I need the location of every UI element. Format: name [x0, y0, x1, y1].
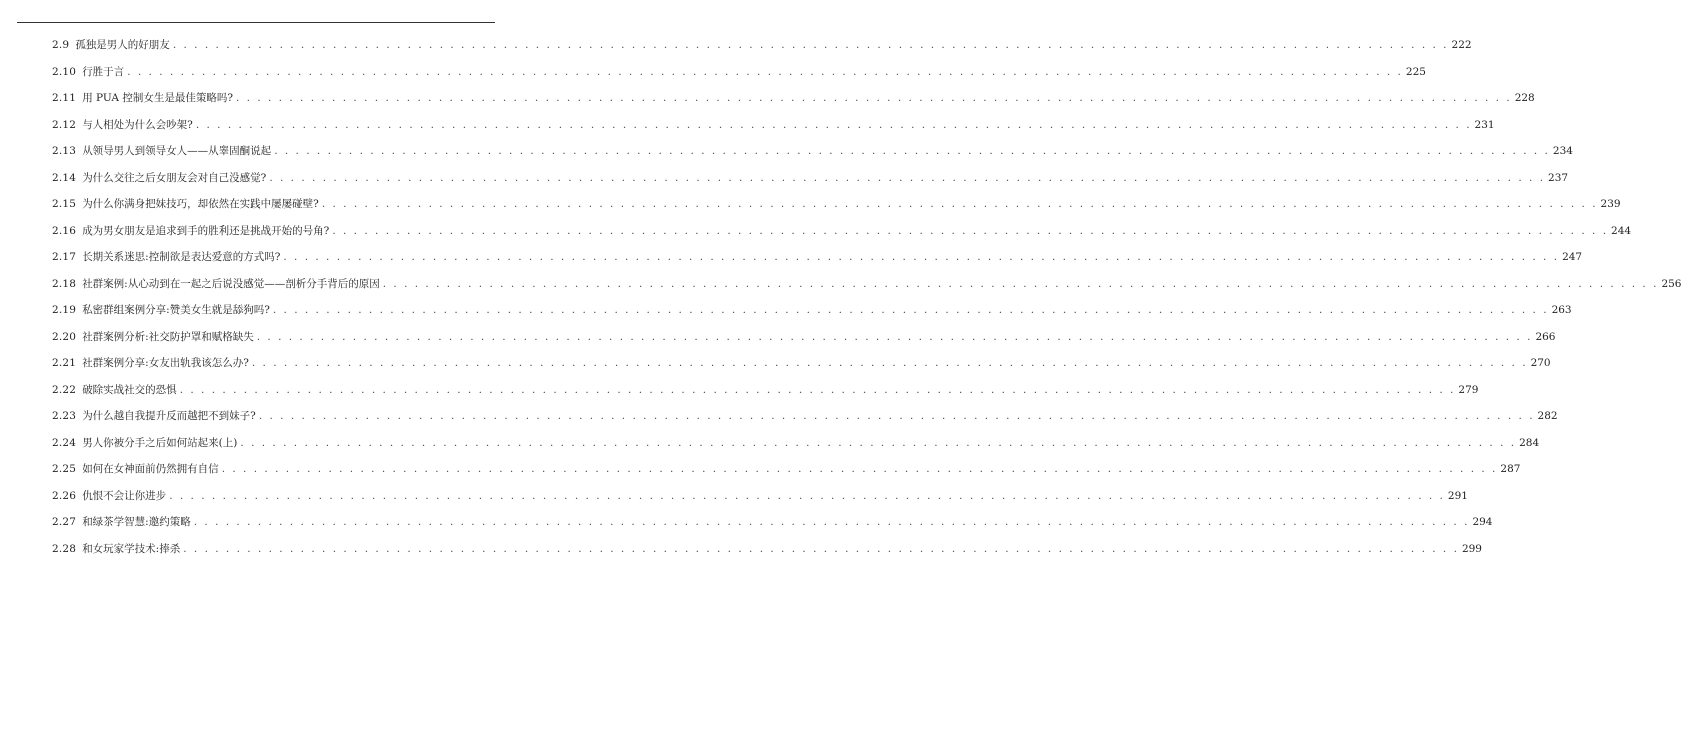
toc-dot-leader: . . . . . . . . . . . . . . . . . . . . . . . . . . . . . . . . . . . . . . . . . . . . . . . . . . . . . . . . . . . . . . . . . . . . . . . . . . . . . . . . . . . . . . . . . . . . . . . . . . . . . . . . . . . . . . . . . . . . . . . .: [240, 436, 1517, 449]
table-of-contents: [52, 32, 1681, 562]
toc-entry[interactable]: [52, 165, 1569, 192]
toc-entry-page: 287: [1500, 463, 1521, 475]
toc-entry-title: 社群案例分享:女友出轨我该怎么办?: [82, 357, 249, 369]
toc-entry-number: 2.20: [52, 330, 77, 343]
toc-entry[interactable]: [52, 218, 1632, 245]
toc-dot-leader: . . . . . . . . . . . . . . . . . . . . . . . . . . . . . . . . . . . . . . . . . . . . . . . . . . . . . . . . . . . . . . . . . . . . . . . . . . . . . . . . . . . . . . . . . . . . . . . . . . . . . . . . . . . . . . . . . . . . . . . .: [169, 489, 1445, 502]
toc-entry-number: 2.27: [52, 516, 77, 528]
toc-entry-page: 222: [1451, 39, 1472, 51]
toc-entry[interactable]: [52, 191, 1621, 218]
toc-entry-page: 231: [1474, 118, 1495, 131]
toc-entry-number: 2.22: [52, 383, 77, 396]
header-rule: [17, 22, 495, 23]
toc-entry-number: 2.11: [52, 92, 77, 104]
toc-entry[interactable]: [52, 430, 1540, 457]
toc-entry-number: 2.15: [52, 198, 77, 210]
toc-entry-page: 294: [1472, 516, 1493, 528]
toc-entry-page: 256: [1661, 277, 1681, 290]
toc-entry-page: 237: [1548, 171, 1569, 184]
toc-dot-leader: . . . . . . . . . . . . . . . . . . . . . . . . . . . . . . . . . . . . . . . . . . . . . . . . . . . . . . . . . . . . . . . . . . . . . . . . . . . . . . . . . . . . . . . . . . . . . . . . . . . . . . . . . . . . . . . . . . . . . . . .: [272, 304, 1549, 316]
toc-entry-number: 2.9: [52, 39, 70, 51]
toc-entry-page: 282: [1537, 410, 1558, 422]
toc-entry-title: 为什么交往之后女朋友会对自己没感觉?: [82, 171, 267, 184]
toc-entry-number: 2.23: [52, 410, 77, 422]
toc-dot-leader: . . . . . . . . . . . . . . . . . . . . . . . . . . . . . . . . . . . . . . . . . . . . . . . . . . . . . . . . . . . . . . . . . . . . . . . . . . . . . . . . . . . . . . . . . . . . . . . . . . . . . . . . . . . . . . . . . . . . . . . .: [382, 277, 1659, 290]
toc-entry-page: 291: [1447, 489, 1468, 502]
toc-entry[interactable]: [52, 509, 1493, 536]
toc-entry-title: 社群案例分析:社交防护罩和赋格缺失: [82, 330, 254, 343]
toc-entry-title: 与人相处为什么会吵架?: [82, 118, 193, 131]
toc-dot-leader: . . . . . . . . . . . . . . . . . . . . . . . . . . . . . . . . . . . . . . . . . . . . . . . . . . . . . . . . . . . . . . . . . . . . . . . . . . . . . . . . . . . . . . . . . . . . . . . . . . . . . . . . . . . . . . . . . . . . . . . .: [183, 542, 1459, 555]
toc-entry-page: 263: [1551, 304, 1572, 316]
toc-entry-page: 234: [1552, 145, 1573, 157]
toc-entry-number: 2.21: [52, 357, 77, 369]
toc-entry[interactable]: [52, 85, 1535, 112]
toc-entry[interactable]: [52, 244, 1583, 271]
toc-entry[interactable]: [52, 271, 1681, 298]
toc-entry[interactable]: [52, 536, 1482, 563]
toc-entry-title: 和绿茶学智慧:邀约策略: [82, 516, 191, 528]
toc-dot-leader: . . . . . . . . . . . . . . . . . . . . . . . . . . . . . . . . . . . . . . . . . . . . . . . . . . . . . . . . . . . . . . . . . . . . . . . . . . . . . . . . . . . . . . . . . . . . . . . . . . . . . . . . . . . . . . . . . . . . . . . .: [269, 171, 1546, 184]
toc-entry[interactable]: [52, 324, 1556, 351]
toc-entry[interactable]: [52, 350, 1551, 377]
toc-entry-title: 仇恨不会让你进步: [82, 489, 167, 502]
toc-entry-number: 2.24: [52, 436, 77, 449]
toc-entry-page: 284: [1519, 436, 1540, 449]
toc-dot-leader: . . . . . . . . . . . . . . . . . . . . . . . . . . . . . . . . . . . . . . . . . . . . . . . . . . . . . . . . . . . . . . . . . . . . . . . . . . . . . . . . . . . . . . . . . . . . . . . . . . . . . . . . . . . . . . . . . . . . . . . .: [274, 145, 1550, 157]
toc-entry[interactable]: [52, 403, 1558, 430]
toc-entry-page: 270: [1530, 357, 1551, 369]
toc-entry-number: 2.28: [52, 542, 77, 555]
toc-entry-title: 行胜于言: [82, 65, 125, 78]
toc-entry[interactable]: [52, 138, 1573, 165]
toc-entry-page: 247: [1562, 251, 1583, 263]
toc-entry[interactable]: [52, 456, 1521, 483]
toc-dot-leader: . . . . . . . . . . . . . . . . . . . . . . . . . . . . . . . . . . . . . . . . . . . . . . . . . . . . . . . . . . . . . . . . . . . . . . . . . . . . . . . . . . . . . . . . . . . . . . . . . . . . . . . . . . . . . . . . . . . . . . . .: [321, 198, 1598, 210]
toc-entry-number: 2.10: [52, 65, 77, 78]
toc-entry-number: 2.19: [52, 304, 77, 316]
toc-entry-number: 2.18: [52, 277, 77, 290]
toc-entry-title: 为什么越自我提升反而越把不到妹子?: [82, 410, 256, 422]
toc-entry-title: 破除实战社交的恐惧: [82, 383, 177, 396]
toc-dot-leader: . . . . . . . . . . . . . . . . . . . . . . . . . . . . . . . . . . . . . . . . . . . . . . . . . . . . . . . . . . . . . . . . . . . . . . . . . . . . . . . . . . . . . . . . . . . . . . . . . . . . . . . . . . . . . . . . . . . . . . . .: [256, 330, 1533, 343]
toc-entry-number: 2.16: [52, 224, 77, 237]
toc-entry-number: 2.26: [52, 489, 77, 502]
toc-dot-leader: . . . . . . . . . . . . . . . . . . . . . . . . . . . . . . . . . . . . . . . . . . . . . . . . . . . . . . . . . . . . . . . . . . . . . . . . . . . . . . . . . . . . . . . . . . . . . . . . . . . . . . . . . . . . . . . . . . . . . . . .: [221, 463, 1498, 475]
toc-entry-page: 299: [1461, 542, 1482, 555]
toc-entry-title: 私密群组案例分享:赞美女生就是舔狗吗?: [82, 304, 270, 316]
toc-entry-title: 和女玩家学技术:捧杀: [82, 542, 181, 555]
toc-entry-title: 如何在女神面前仍然拥有自信: [82, 463, 219, 475]
toc-dot-leader: . . . . . . . . . . . . . . . . . . . . . . . . . . . . . . . . . . . . . . . . . . . . . . . . . . . . . . . . . . . . . . . . . . . . . . . . . . . . . . . . . . . . . . . . . . . . . . . . . . . . . . . . . . . . . . . . . . . . . . . .: [258, 410, 1535, 422]
toc-dot-leader: . . . . . . . . . . . . . . . . . . . . . . . . . . . . . . . . . . . . . . . . . . . . . . . . . . . . . . . . . . . . . . . . . . . . . . . . . . . . . . . . . . . . . . . . . . . . . . . . . . . . . . . . . . . . . . . . . . . . . . . .: [193, 516, 1470, 528]
toc-dot-leader: . . . . . . . . . . . . . . . . . . . . . . . . . . . . . . . . . . . . . . . . . . . . . . . . . . . . . . . . . . . . . . . . . . . . . . . . . . . . . . . . . . . . . . . . . . . . . . . . . . . . . . . . . . . . . . . . . . . . . . . .: [251, 357, 1528, 369]
toc-dot-leader: . . . . . . . . . . . . . . . . . . . . . . . . . . . . . . . . . . . . . . . . . . . . . . . . . . . . . . . . . . . . . . . . . . . . . . . . . . . . . . . . . . . . . . . . . . . . . . . . . . . . . . . . . . . . . . . . . . . . . . . .: [179, 383, 1456, 396]
toc-entry[interactable]: [52, 297, 1572, 324]
toc-entry-page: 228: [1514, 92, 1535, 104]
toc-dot-leader: . . . . . . . . . . . . . . . . . . . . . . . . . . . . . . . . . . . . . . . . . . . . . . . . . . . . . . . . . . . . . . . . . . . . . . . . . . . . . . . . . . . . . . . . . . . . . . . . . . . . . . . . . . . . . . . . . . . . . . . .: [172, 39, 1449, 51]
toc-entry[interactable]: [52, 483, 1468, 510]
toc-entry-page: 266: [1535, 330, 1556, 343]
toc-entry-title: 社群案例:从心动到在一起之后说没感觉——剖析分手背后的原因: [82, 277, 380, 290]
toc-entry-title: 长期关系迷思:控制欲是表达爱意的方式吗?: [82, 251, 281, 263]
toc-entry[interactable]: [52, 32, 1472, 59]
toc-entry-number: 2.17: [52, 251, 77, 263]
toc-dot-leader: . . . . . . . . . . . . . . . . . . . . . . . . . . . . . . . . . . . . . . . . . . . . . . . . . . . . . . . . . . . . . . . . . . . . . . . . . . . . . . . . . . . . . . . . . . . . . . . . . . . . . . . . . . . . . . . . . . . . . . . .: [127, 65, 1403, 78]
toc-entry-number: 2.13: [52, 145, 77, 157]
toc-dot-leader: . . . . . . . . . . . . . . . . . . . . . . . . . . . . . . . . . . . . . . . . . . . . . . . . . . . . . . . . . . . . . . . . . . . . . . . . . . . . . . . . . . . . . . . . . . . . . . . . . . . . . . . . . . . . . . . . . . . . . . . .: [235, 92, 1512, 104]
toc-entry-title: 成为男女朋友是追求到手的胜利还是挑战开始的号角?: [82, 224, 330, 237]
toc-dot-leader: . . . . . . . . . . . . . . . . . . . . . . . . . . . . . . . . . . . . . . . . . . . . . . . . . . . . . . . . . . . . . . . . . . . . . . . . . . . . . . . . . . . . . . . . . . . . . . . . . . . . . . . . . . . . . . . . . . . . . . . .: [332, 224, 1609, 237]
toc-entry-number: 2.12: [52, 118, 77, 131]
toc-entry-title: 为什么你满身把妹技巧，却依然在实践中屡屡碰壁?: [82, 198, 319, 210]
toc-dot-leader: . . . . . . . . . . . . . . . . . . . . . . . . . . . . . . . . . . . . . . . . . . . . . . . . . . . . . . . . . . . . . . . . . . . . . . . . . . . . . . . . . . . . . . . . . . . . . . . . . . . . . . . . . . . . . . . . . . . . . . . .: [283, 251, 1560, 263]
toc-entry-page: 279: [1458, 383, 1479, 396]
toc-entry[interactable]: [52, 112, 1495, 139]
toc-entry-title: 从领导男人到领导女人——从睾固酮说起: [82, 145, 272, 157]
toc-entry[interactable]: [52, 377, 1479, 404]
toc-entry-page: 239: [1600, 198, 1621, 210]
toc-dot-leader: . . . . . . . . . . . . . . . . . . . . . . . . . . . . . . . . . . . . . . . . . . . . . . . . . . . . . . . . . . . . . . . . . . . . . . . . . . . . . . . . . . . . . . . . . . . . . . . . . . . . . . . . . . . . . . . . . . . . . . . .: [195, 118, 1472, 131]
toc-entry[interactable]: [52, 59, 1426, 86]
toc-entry-title: 孤独是男人的好朋友: [75, 39, 170, 51]
toc-entry-number: 2.25: [52, 463, 77, 475]
toc-entry-number: 2.14: [52, 171, 77, 184]
toc-entry-title: 用 PUA 控制女生是最佳策略吗?: [82, 92, 233, 104]
toc-entry-title: 男人你被分手之后如何站起来(上): [82, 436, 238, 449]
toc-entry-page: 225: [1405, 65, 1426, 78]
toc-entry-page: 244: [1611, 224, 1632, 237]
